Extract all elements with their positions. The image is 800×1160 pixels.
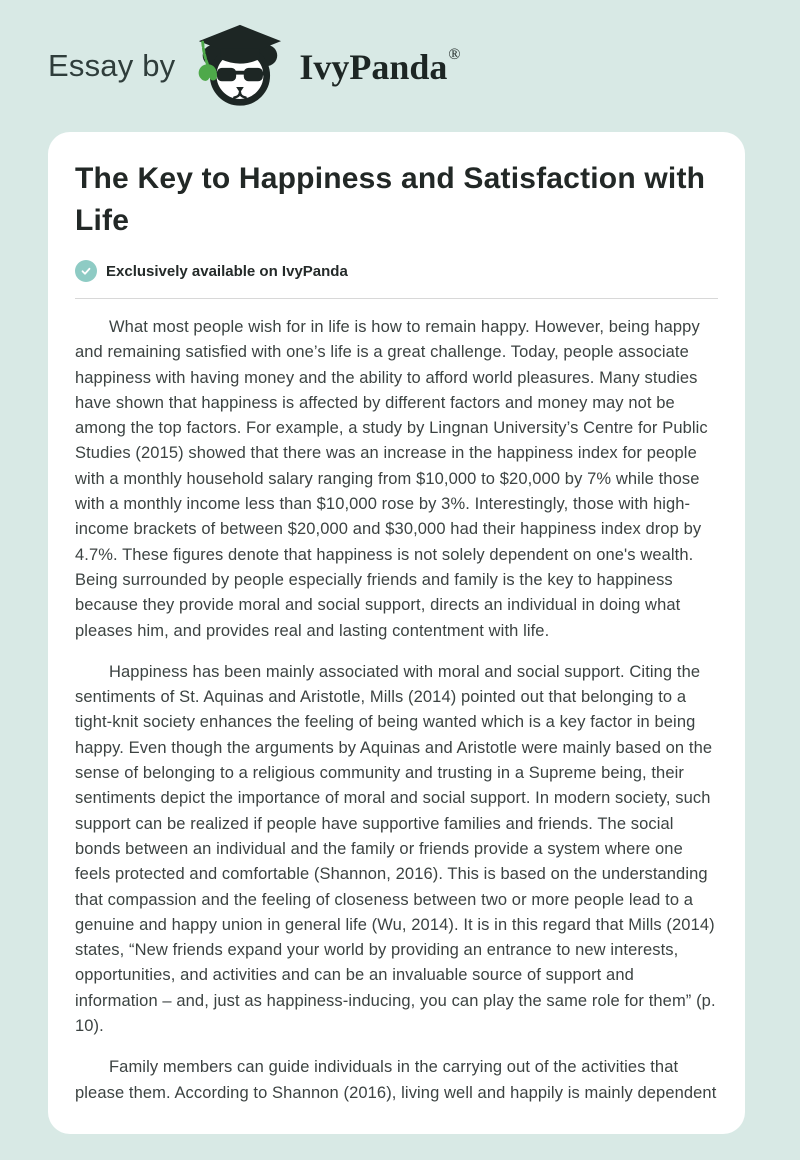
panda-graduate-icon [189,23,289,109]
registered-trademark: ® [448,46,461,63]
brand-name [299,46,461,87]
availability-text: Exclusively available on IvyPanda [106,262,348,280]
divider [75,298,718,299]
brand-text: IvyPanda [299,47,448,87]
page-title: The Key to Happiness and Satisfaction with Life [75,162,706,237]
essay-by-label: Essay by [48,48,176,83]
header [0,0,800,132]
ivypanda-logo [189,22,289,110]
essay-paragraph: What most people wish for in life is how to remain happy. However, being happy and remaining satisfied with one’s life is a great challenge. Today, people associate happiness with having money and the ability to afford world pleasures. Many studies have shown that happiness is affected by different factors and money may not be among the top factors. For example, a study by Lingnan University’s Centre for Public Studies (2015) showed that there was an increase in the happiness index for people with a monthly household salary ranging from $10,000 to $20,000 by 7% while those with a monthly income less than $10,000 rose by 3%. Interestingly, those with high-income brackets of between $20,000 and $30,000 had their happiness index drop by 4.7%. These figures denote that happiness is not solely dependent on one's wealth. Being surrounded by people especially friends and family is the key to happiness because they provide moral and social support, directs an individual in doing what pleases him, and provides real and lasting contentment with life. [75,318,708,640]
essay-card [48,132,745,1134]
essay-paragraph: Family members can guide individuals in the carrying out of the activities that please them. According to Shannon (2016), living well and happily is mainly dependent [75,1058,717,1102]
essay-body [75,315,718,1106]
essay-paragraph: Happiness has been mainly associated with moral and social support. Citing the sentiments of St. Aquinas and Aristotle, Mills (2014) pointed out that belonging to a tight-knit society enhances the feeling of being wanted which is a key factor in being happy. Even though the arguments by Aquinas and Aristotle were mainly based on the sense of belonging to a religious community and trusting in a Supreme being, their sentiments depict the importance of moral and social support. In modern society, such support can be realized if people have supportive families and friends. The social bonds between an individual and the family or friends provide a system where one feels protected and comfortable (Shannon, 2016). This is based on the understanding that compassion and the feeling of closeness between two or more people lead to a genuine and happy union in general life (Wu, 2014). It is in this regard that Mills (2014) states, “New friends expand your world by providing an entrance to new interests, opportunities, and activities and can be an invaluable source of support and information – and, just as happiness-inducing, you can play the same role for them” (p. 10). [75,662,716,1036]
availability-badge [75,260,718,282]
check-icon [75,260,97,282]
